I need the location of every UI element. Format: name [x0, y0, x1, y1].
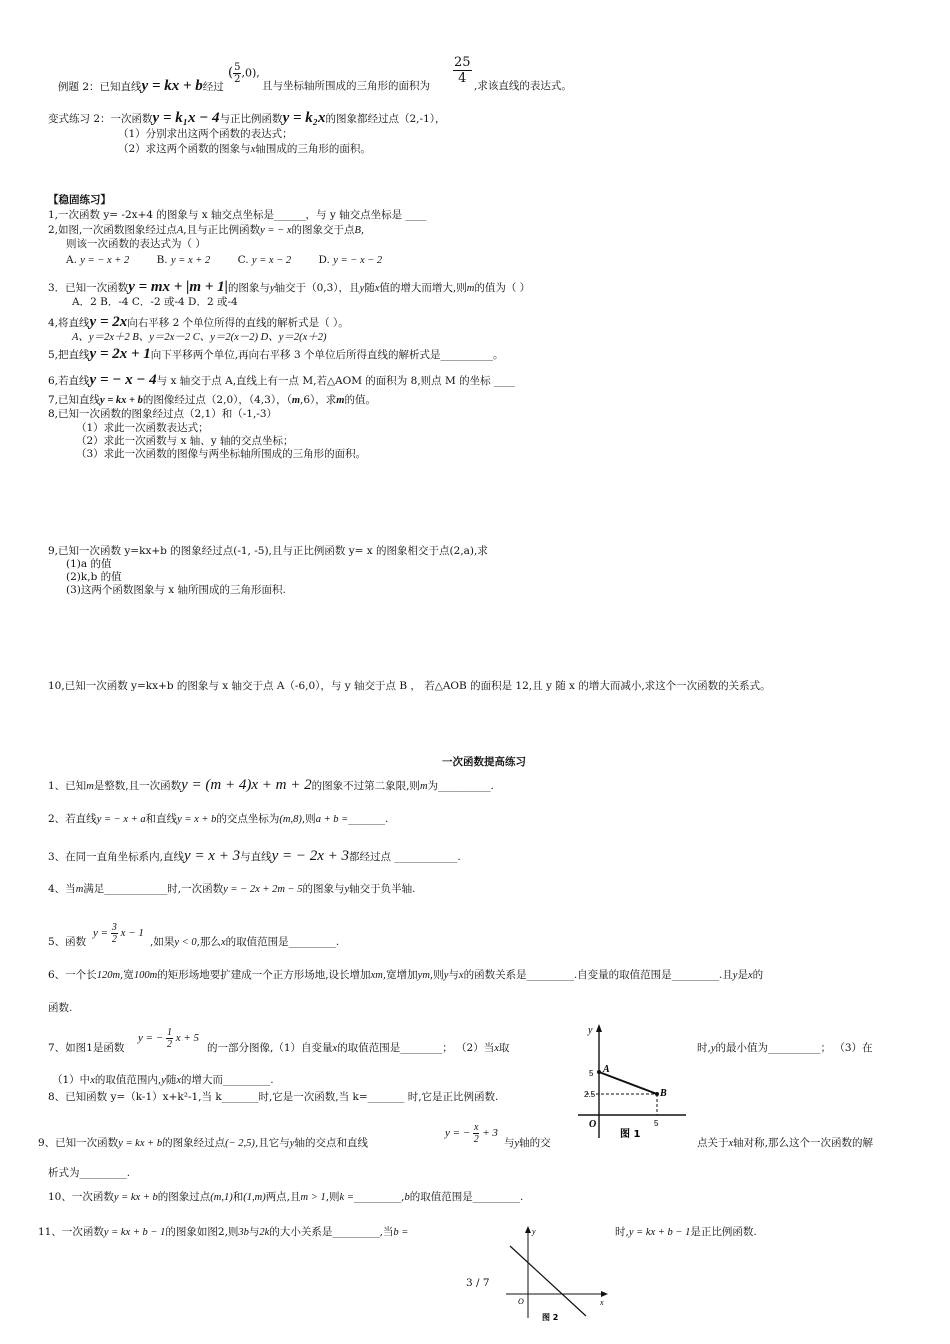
- advanced-q6-line2: 函数.: [48, 1002, 73, 1014]
- consolidate-p7: 7,已知直线y = kx + b的图像经过点（2,0），（4,3），（m,6），求m的值。: [48, 394, 376, 406]
- advanced-q11: 11、一次函数y = kx + b − 1的图象如图2,则3b与2k的大小关系是_________,当b =: [38, 1226, 409, 1238]
- advanced-title: 一次函数提高练习: [442, 756, 526, 768]
- fraction-1-2: $\frac{1}{2}$: [166, 1027, 172, 1050]
- figure1-origin-label: O: [589, 1119, 597, 1130]
- consolidate-p10: 10,已知一次函数 y=kx+b 的图象与 x 轴交于点 A（-6,0），与 y 轴交于点 B ， 若△AOB 的面积是 12,且 y 随 x 的增大而减小,求这个一次函数的关系式。: [48, 680, 771, 692]
- consolidate-p4: 4,将直线y = 2x向右平移 2 个单位所得的直线的解析式是（ ）。: [48, 314, 349, 330]
- consolidate-title: 【稳固练习】: [48, 194, 111, 206]
- advanced-q9: 9、已知一次函数y = kx + b的图象经过点(− 2,5),且它与y轴的交点和直线: [38, 1137, 368, 1149]
- figure1-label-5: 5: [589, 1069, 594, 1078]
- consolidate-p5: 5,把直线y = 2x + 1向下平移两个单位,再向右平移 3 个单位后所得直线的解析式是__________。: [48, 346, 504, 362]
- advanced-q7-right: 时,y的最小值为__________； （3）在: [697, 1042, 873, 1054]
- advanced-q9-line2: 析式为_________.: [48, 1167, 131, 1179]
- figure1-point-a: [597, 1070, 601, 1074]
- advanced-q1: 1、已知m是整数,且一次函数y = (m + 4)x + m + 2的图象不过第二象限,则m为__________.: [48, 777, 494, 793]
- figure1-y-arrow: [596, 1024, 602, 1032]
- advanced-q7-line2: （1）中x的取值范围内,y随x的增大而_________.: [52, 1074, 274, 1086]
- figure2-origin-label: O: [518, 1297, 524, 1306]
- figure1-caption: 图 1: [620, 1129, 641, 1140]
- advanced-q7-rest: 的一部分图像,（1）自变量x的取值范围是________； （2）当x取: [207, 1042, 510, 1054]
- example2-line: 例题 2：已知直线y = kx + b经过: [58, 78, 224, 94]
- consolidate-p2: 2,如图,一次函数图象经过点A,且与正比例函数y = − x的图象交于点B,: [48, 224, 365, 236]
- consolidate-p2-line2: 则该一次函数的表达式为（ ）: [66, 238, 206, 250]
- consolidate-p8-3: （3）求此一次函数的图像与两坐标轴所围成的三角形的面积。: [76, 448, 367, 460]
- consolidate-p3: 3．已知一次函数y = mx + |m + 1|的图象与y轴交于（0,3），且y随x值的增大而增大,则m的值为（ ）: [48, 279, 531, 295]
- advanced-q5-function: y = $\frac{3}{2}$ x − 1: [93, 922, 144, 945]
- consolidate-p6: 6,若直线y = − x − 4与 x 轴交于点 A,直线上有一点 M,若△AOM 的面积为 8,则点 M 的坐标 ____: [48, 372, 515, 388]
- figure2-y-arrow: [525, 1226, 531, 1233]
- advanced-q7: 7、如图1是函数: [48, 1042, 125, 1054]
- consolidate-p9-2: (2)k,b 的值: [66, 571, 122, 583]
- variant2-line: 变式练习 2：一次函数y = k₁x − 4与正比例函数y = k₂x的图象都经过点（2,-1），: [48, 110, 446, 126]
- variant2-q2: （2）求这两个函数的图象与x轴围成的三角形的面积。: [118, 143, 371, 155]
- figure1-point-b: [655, 1092, 659, 1096]
- advanced-q9-mid: 与y轴的交: [504, 1137, 551, 1149]
- advanced-q5-rest: ,如果y < 0,那么x的取值范围是_________.: [150, 936, 340, 948]
- fraction-x-2: $\frac{x}{2}$: [473, 1122, 479, 1145]
- figure1-label-2-5: 2.5: [584, 1090, 596, 1099]
- fraction-3-2: $\frac{3}{2}$: [111, 922, 117, 945]
- consolidate-p9-1: (1)a 的值: [66, 558, 112, 570]
- advanced-q9-right: 点关于x轴对称,那么这个一次函数的解: [697, 1137, 874, 1149]
- advanced-q7-function: y = − $\frac{1}{2}$ x + 5: [138, 1027, 200, 1050]
- advanced-q4: 4、当m满足____________时,一次函数y = − 2x + 2m − 5的图象与y轴交于负半轴.: [48, 883, 416, 895]
- example2-ask: ,求该直线的表达式。: [474, 80, 572, 92]
- advanced-q6: 6、一个长120m,宽100m的矩形场地要扩建成一个正方形场地,设长增加xm,宽增加ym,则y与x的函数关系是_________.自变量的取值范围是_________.且y是x的: [48, 969, 764, 981]
- page-number: 3 / 7: [466, 1277, 490, 1289]
- consolidate-p8: 8,已知一次函数的图象经过点（2,1）和（-1,-3）: [48, 408, 278, 420]
- figure2-x-label: x: [600, 1298, 604, 1307]
- advanced-q3: 3、在同一直角坐标系内,直线y = x + 3与直线y = − 2x + 3都经过点 ____________.: [48, 848, 461, 864]
- advanced-q10: 10、一次函数y = kx + b的图象过点(m,1)和(1,m)两点,且m > 1,则k =_________,b的取值范围是_________.: [48, 1191, 524, 1203]
- figure-2: [500, 1222, 615, 1322]
- figure1-y-label: y: [588, 1025, 593, 1036]
- consolidate-p8-2: （2）求此一次函数与 x 轴、y 轴的交点坐标；: [76, 435, 294, 447]
- advanced-q11-right: 时,y = kx + b − 1是正比例函数.: [615, 1226, 757, 1238]
- figure2-caption: 图 2: [542, 1313, 559, 1322]
- consolidate-p2-options: A. y = − x + 2 B. y = x + 2 C. y = x − 2 D. y = − x − 2: [66, 254, 383, 266]
- figure1-label-x5: 5: [654, 1119, 659, 1128]
- figure1-segment-ab: [599, 1072, 657, 1094]
- fraction-5-2: $\frac{5}{2}$: [234, 62, 241, 85]
- consolidate-p9: 9,已知一次函数 y=kx+b 的图象经过点(-1, -5),且与正比例函数 y= x 的图象相交于点(2,a),求: [48, 545, 488, 557]
- advanced-q8: 8、已知函数 y=（k-1）x+k²-1,当 k_______时,它是一次函数,当 k=_______ 时,它是正比例函数.: [48, 1091, 499, 1103]
- consolidate-p9-3: (3)这两个函数图象与 x 轴所围成的三角形面积.: [66, 584, 286, 596]
- example2-condition: 且与坐标轴所围成的三角形的面积为: [262, 80, 430, 92]
- consolidate-p4-options: A、y＝2x＋2 B、y＝2x－2 C、y＝2(x－2) D、y＝2(x＋2): [72, 332, 327, 343]
- example2-point: ( $\frac{5}{2}$ ,0),: [228, 62, 260, 85]
- example2-area-fraction: 25 4: [454, 55, 471, 86]
- figure-1: [570, 1020, 690, 1145]
- advanced-q9-line-eq: y = − $\frac{x}{2}$ + 3: [445, 1122, 498, 1145]
- figure2-y-label: y: [532, 1227, 536, 1236]
- advanced-q2: 2、若直线y = − x + a和直线y = x + b的交点坐标为(m,8),则a + b =_______.: [48, 813, 389, 825]
- consolidate-p8-1: （1）求此一次函数表达式；: [76, 422, 209, 434]
- figure1-label-b: B: [660, 1088, 667, 1099]
- variant2-q1: （1）分别求出这两个函数的表达式；: [118, 128, 293, 140]
- figure2-x-arrow: [601, 1291, 608, 1297]
- advanced-q5-label: 5、函数: [48, 936, 87, 948]
- consolidate-p3-options: A．2 B．-4 C．-2 或-4 D．2 或-4: [72, 296, 238, 308]
- figure1-label-a: A: [603, 1064, 610, 1075]
- consolidate-p1: 1,一次函数 y= -2x+4 的图象与 x 轴交点坐标是______，与 y 轴交点坐标是 ____: [48, 209, 427, 221]
